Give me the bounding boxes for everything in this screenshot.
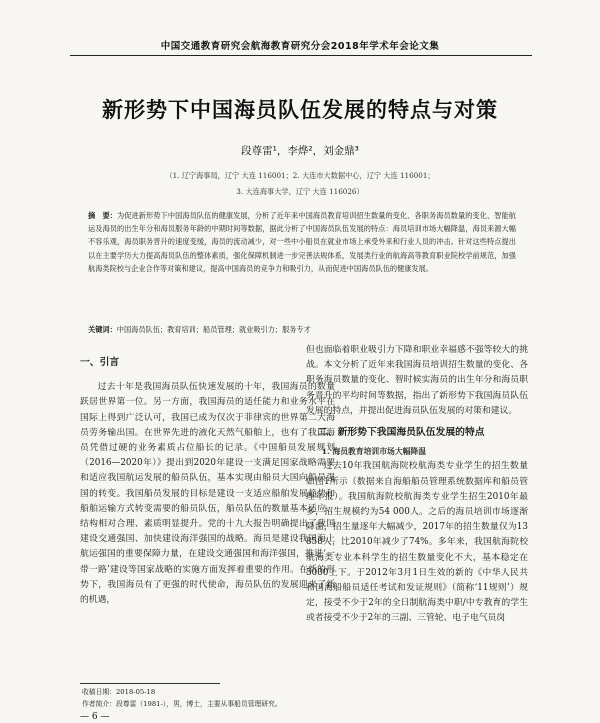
- footnote-author: 作者简介：段尊雷（1981-），男，博士，主要从事船员管理研究。: [82, 700, 282, 708]
- abstract-text: 为促进新形势下中国海员队伍的健康发展，分析了近年来中国海员教育培训招生数量的变化、各职务海员数量的变化、智能航运及海员的出生年分和海员服务年龄的中期时间等数据，据此分析了中国海员队伍发展的特点：海员培训市场大幅降温，海员来源大幅不容乐观，海员职务晋升的速度变缓，海员的流动减少，对一些中小船员在就业市场上承受外来和行业人员的冲击。针对这些特点提出以在主要学历大力提高海员队伍的整体素质，强化保障机制进一步完善法规体系，发展类行业的航海高等教育职业院校学前规范，加强航海类院校与企业合作等对策和建议，提高中国海员的竞争力和吸引力，从而促进中国海员队伍的健康发展。: [88, 211, 516, 273]
- header-rule: [70, 55, 532, 56]
- left-column: [80, 343, 335, 608]
- section-2-heading: 二、新形势下我国海员队伍发展的特点: [318, 427, 485, 439]
- abstract-label: 摘 要：: [88, 211, 118, 220]
- footnote-rule: [80, 683, 220, 684]
- author-list: 段尊雷¹，李烨²，刘金鼎³: [241, 145, 359, 157]
- footnote-received: 收稿日期：2018-05-18: [82, 688, 156, 696]
- keywords-text: 中国海员队伍；教育培训；船员管理；就业吸引力；服务专才: [116, 325, 311, 334]
- keywords-label: 关键词：: [88, 325, 117, 334]
- section-2-paragraph: 过去10年我国航海院校航海类专业学生的招生数量如图1所示（数据来自海船船员管理系统数据库和船员管理年报）。我国航海院校航海类专业学生招生2010年最多，招生规模约为54 000人。之后的海员培训市场逐渐降温，招生量逐年大幅减少，2017年的招生数量仅为13 858人，比2010年减少了74%。多年来，我国航海院校航海类专业本科学生的招生数量变化不大，基本稳定在5000上下。于2012年3月1日生效的新的《中华人民共和国海船船员适任考试和发证规则》（简称‘11规则’）规定，接受不少于2年的全日制航海类中职/中专教育的学生或者接受不少于2年的三副、三管轮、电子电气员岗: [306, 461, 528, 624]
- running-header: 中国交通教育研究会航海教育研究分会2018年学术年会论文集: [160, 41, 440, 52]
- intro-paragraph: 过去十年是我国海员队伍快速发展的十年，我国海员的数量跃居世界第一位。另一方面，我国海员的适任能力和业务水平在国际上得到广泛认可，我国已成为仅次于菲律宾的世界第二大海员劳务输出国。在世界先进的液化天然气船舶上，也有了我国海员凭借过硬的业务素质占位船长的记录。《中国船员发展规划（2016—2020年）》提出到2020年建设一支满足国家战略需要和适应我国航运发展的船员队伍，基本实现由船员大国向船员强国的转变。我国船员发展的目标是建设一支适应船舶发展趋势和船舶运输方式转变需要的船员队伍，船员队伍的数量基本适应、结构相对合理、素质明显提升。党的十九大报告明确提出了我国建设交通强国、加快建设海洋强国的战略。海员是建设我国海上航运强国的重要保障力量，在建设交通强国和海洋强国，推进‘一带一路’建设等国家战略的实施方面发挥着重要的作用。在新的形势下，我国海员有了更强的时代使命，海员队伍的发展迎来了新的机遇，: [80, 382, 335, 606]
- paper-title: 新形势下中国海员队伍发展的特点与对策: [102, 98, 498, 122]
- right-column: [306, 343, 528, 627]
- subsection-1-heading: 1. 海员教育培训市场大幅降温: [321, 447, 427, 457]
- affiliation-line-2: 3. 大连海事大学，辽宁 大连 116026）: [236, 187, 364, 196]
- abstract: [88, 209, 516, 275]
- affiliation-line-1: （1. 辽宁海事局，辽宁 大连 116001；2. 大连市大数据中心，辽宁 大连 116001；: [165, 171, 435, 180]
- intro-continuation: 但也面临着职业吸引力下降和职业幸福感不强等较大的挑战。本文分析了近年来我国海员培训招生数量的变化、各职务海员数量的变化、智时候实海员的出生年分和海员职务晋升的平均时间等数据，指出了新形势下我国海员队伍发展的特点，并提出促进海员队伍发展的对策和建议。: [306, 345, 528, 416]
- page-number: — 6 —: [80, 712, 110, 722]
- section-1-heading: 一、引言: [80, 357, 120, 368]
- keywords: [88, 325, 516, 335]
